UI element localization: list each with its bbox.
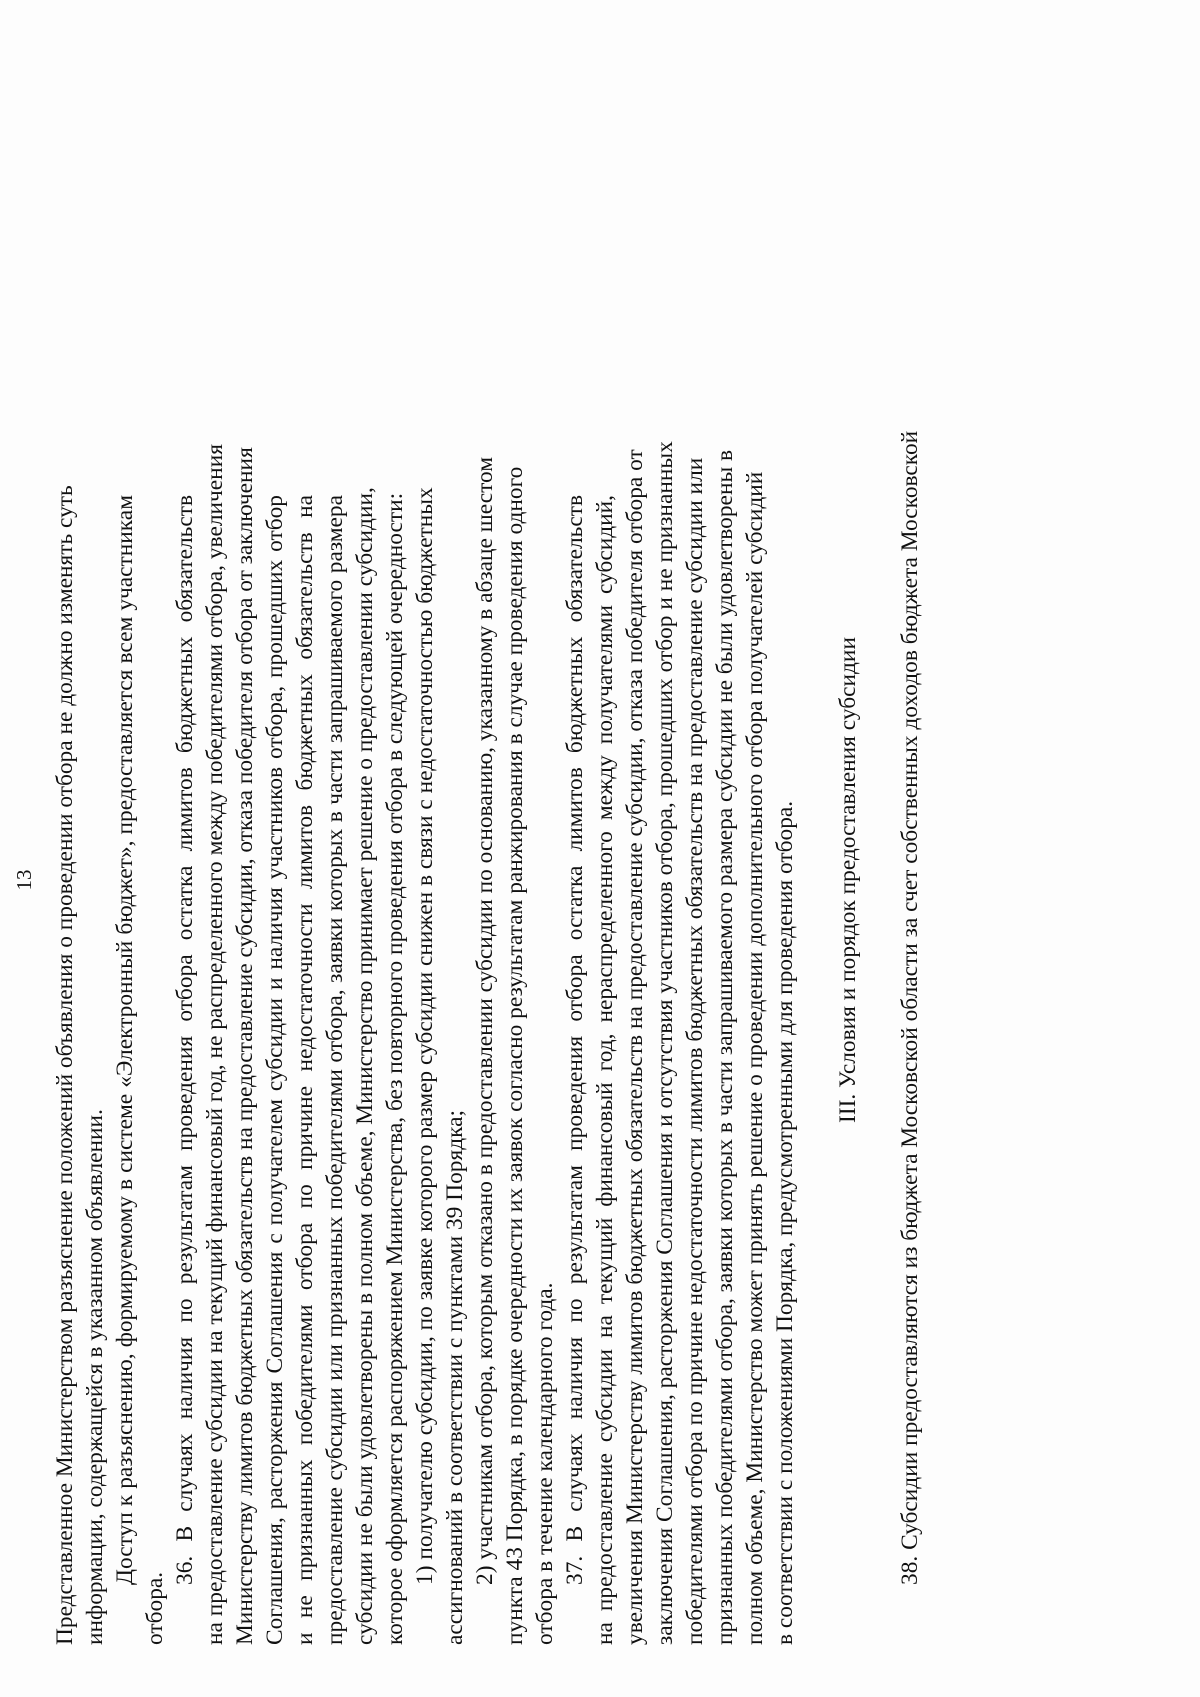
text-line: заключения Соглашения, расторжения Соглашения и отсутствия участников отбора, прошедших отбор и не признанных xyxy=(652,441,678,1645)
text-line: 37. В случаях наличия по результатам проведения отбора остатка лимитов бюджетных обязательств xyxy=(562,495,588,1585)
text-line: Соглашения, расторжения Соглашения с получателем субсидии и наличия участников отбора, прошедших отбор xyxy=(262,495,288,1645)
text-line: Доступ к разъяснению, формируемому в системе «Электронный бюджет», предоставляется всем участникам xyxy=(112,495,138,1585)
section-heading: III. Условия и порядок предоставления субсидии xyxy=(835,637,861,1123)
text-line: Министерству лимитов бюджетных обязательств на предоставление субсидии, отказа победителя отбора от заключения xyxy=(232,447,258,1645)
text-line: 38. Субсидии предоставляются из бюджета Московской области за счет собственных доходов бюджета Московской xyxy=(897,430,923,1585)
text-line: Представленное Министерством разъяснение положений объявления о проведении отбора не должно изменять суть xyxy=(52,485,78,1645)
text-line: информации, содержащейся в указанном объявлении. xyxy=(82,1109,108,1645)
text-line: на предоставление субсидии на текущий финансовый год, не распределенного между победителями отбора, увеличения xyxy=(202,444,228,1645)
text-line: 1) получателю субсидии, по заявке которого размер субсидии снижен в связи с недостаточностью бюджетных xyxy=(412,487,438,1585)
text-line: и не признанных победителями отбора по причине недостаточности лимитов бюджетных обязательств на xyxy=(292,495,318,1645)
text-line: отбора. xyxy=(142,1571,168,1645)
text-line: отбора в течение календарного года. xyxy=(532,1282,558,1645)
text-line: ассигнований в соответствии с пунктами 39 Порядка; xyxy=(442,1109,468,1645)
text-line: на предоставление субсидии на текущий финансовый год, нераспределенного между получателями субсидий, xyxy=(592,495,618,1645)
rotated-text-block xyxy=(0,105,1060,1655)
text-line: 36. В случаях наличия по результатам проведения отбора остатка лимитов бюджетных обязательств xyxy=(172,495,198,1585)
text-line: пункта 43 Порядка, в порядке очередности их заявок согласно результатам ранжирования в случае проведения одного xyxy=(502,466,528,1645)
text-line: увеличения Министерству лимитов бюджетных обязательств на предоставление субсидии, отказа победителя отбора от xyxy=(622,449,648,1645)
text-line: 2) участникам отбора, которым отказано в предоставлении субсидии по основанию, указанному в абзаце шестом xyxy=(472,456,498,1585)
text-line: которое оформляется распоряжением Министерства, без повторного проведения отбора в следующей очередности: xyxy=(382,492,408,1645)
page-number: 13 xyxy=(12,869,36,891)
text-line: субсидии не были удовлетворены в полном объеме, Министерство принимает решение о предоставлении субсидии, xyxy=(352,487,378,1645)
text-line: в соответствии с положениями Порядка, предусмотренными для проведения отбора. xyxy=(772,800,798,1645)
text-line: предоставление субсидии или признанных победителями отбора, заявки которых в части запрашиваемого размера xyxy=(322,495,348,1645)
text-line: полном объеме, Министерство может принять решение о проведении дополнительного отбора получателей субсидий xyxy=(742,471,768,1645)
text-line: признанных победителями отбора, заявки которых в части запрашиваемого размера субсидии не были удовлетворены в xyxy=(712,449,738,1645)
text-line: победителями отбора по причине недостаточности лимитов бюджетных обязательств на предоставление субсидии или xyxy=(682,457,708,1645)
